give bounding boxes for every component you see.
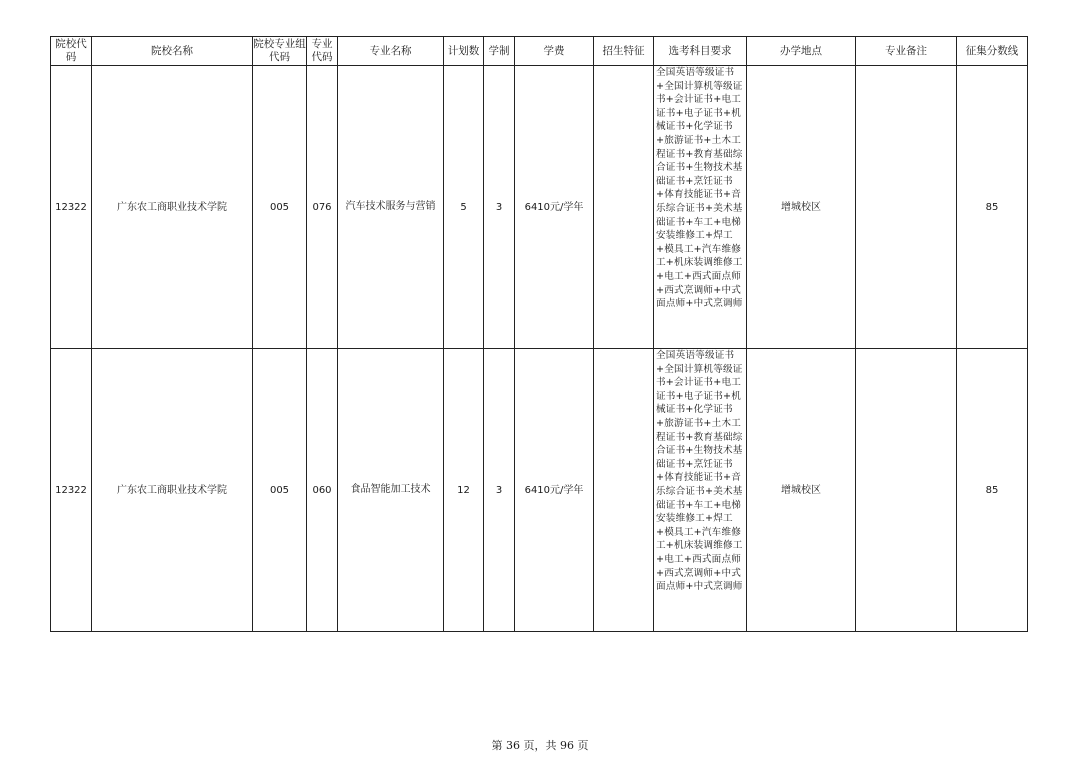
cell-remarks [856,349,957,632]
page-number: 第 36 页，共 96 页 [491,739,589,752]
header-group-code: 院校专业组代码 [253,37,307,66]
cell-major-code: 060 [307,349,338,632]
cell-requirements [654,66,747,349]
cell-group-code: 005 [253,349,307,632]
header-plan-count: 计划数 [444,37,484,66]
admissions-table [50,36,1028,632]
cell-duration: 3 [484,349,515,632]
header-school-code: 院校代码 [51,37,92,66]
header-major-name: 专业名称 [338,37,444,66]
cell-duration: 3 [484,66,515,349]
table-row [51,66,1028,349]
cell-school-code: 12322 [51,66,92,349]
cell-remarks [856,66,957,349]
header-min-score: 征集分数线 [957,37,1028,66]
header-requirements: 选考科目要求 [654,37,747,66]
header-duration: 学制 [484,37,515,66]
header-school-name: 院校名称 [92,37,253,66]
header-remarks: 专业备注 [856,37,957,66]
cell-tuition: 6410元/学年 [515,349,594,632]
cell-major-name [338,66,444,349]
major-name-text: 食品智能加工技术 [350,484,431,495]
cell-major-code: 076 [307,66,338,349]
table-row [51,349,1028,632]
cell-campus: 增城校区 [747,66,856,349]
requirements-text: 全国英语等级证书+全国计算机等级证书+会计证书+电工证书+电子证书+机械证书+化学证书+旅游证书+土木工程证书+教育基础综合证书+生物技术基础证书+烹饪证书+体育技能证书+音乐综合证书+美术基础证书+车工+电梯安装维修工+焊工+模具工+汽车维修工+机床装调维修工+电工+西式面点师+西式烹调师+中式面点师+中式烹调师 [656,350,743,593]
cell-feature [594,66,654,349]
cell-plan-count: 5 [444,66,484,349]
header-tuition: 学费 [515,37,594,66]
header-major-code: 专业代码 [307,37,338,66]
major-name-text: 汽车技术服务与营销 [345,201,436,212]
cell-school-name: 广东农工商职业技术学院 [92,66,253,349]
cell-group-code: 005 [253,66,307,349]
cell-min-score: 85 [957,349,1028,632]
cell-campus: 增城校区 [747,349,856,632]
requirements-text: 全国英语等级证书+全国计算机等级证书+会计证书+电工证书+电子证书+机械证书+化学证书+旅游证书+土木工程证书+教育基础综合证书+生物技术基础证书+烹饪证书+体育技能证书+音乐综合证书+美术基础证书+车工+电梯安装维修工+焊工+模具工+汽车维修工+机床装调维修工+电工+西式面点师+西式烹调师+中式面点师+中式烹调师 [656,67,743,310]
cell-tuition: 6410元/学年 [515,66,594,349]
header-feature: 招生特征 [594,37,654,66]
cell-feature [594,349,654,632]
cell-plan-count: 12 [444,349,484,632]
header-campus: 办学地点 [747,37,856,66]
cell-requirements [654,349,747,632]
table-header-row [51,37,1028,66]
cell-school-name: 广东农工商职业技术学院 [92,349,253,632]
cell-min-score: 85 [957,66,1028,349]
cell-school-code: 12322 [51,349,92,632]
cell-major-name [338,349,444,632]
